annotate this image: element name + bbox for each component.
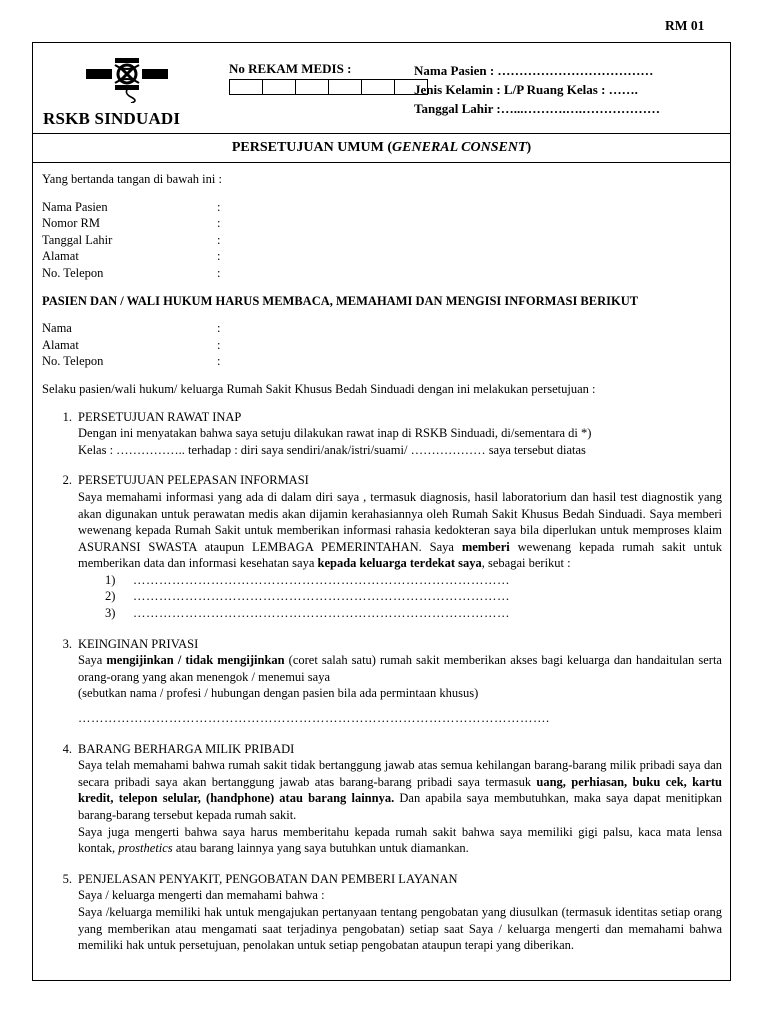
section-5: 5. PENJELASAN PENYAKIT, PENGOBATAN DAN PEMBERI LAYANAN Saya / keluarga mengerti dan memahami bahwa : Saya /keluarga memiliki hak untuk mengajukan pertanyaan tentang pengobatan yang diusulkan (termasuk identitas setiap orang yang memberikan atau mengamati saat terjadinya pengobatan) setiap saat Saya / keluarga mengerti dan memahami bahwa memiliki hak untuk persetujuan, penolakan untuk setiap pengobatan ataupun terapi yang diberikan. (62, 871, 722, 953)
field-wali-telepon[interactable]: No. Telepon : (42, 354, 221, 369)
patient-info-block (414, 61, 660, 118)
field-wali-alamat[interactable]: Alamat : (42, 337, 221, 352)
section-2: 2. PERSETUJUAN PELEPASAN INFORMASI Saya memahami informasi yang ada di dalam diri saya , termasuk diagnosis, hasil laboratorium dan hasil test diagnostik yang akan digunakan untuk perawatan medis akan dijamin kerahasiannya oleh Rumah Sakit Khusus Bedah Sinduadi. Saya memberi wewenang kepada Rumah Sakit untuk memberikan informasi rahasia kedokteran saya bila diperlukan untuk memproses klaim ASURANSI SWASTA ataupun LEMBAGA PEMERINTAHAN. Saya memberi wewenang kepada rumah sakit untuk memberikan data dan informasi kesehatan saya kepada keluarga terdekat saya, sebagai berikut : (62, 473, 722, 571)
patient-fields (42, 199, 722, 282)
field-wali-nama[interactable]: Nama : (42, 321, 221, 336)
release-list (42, 572, 722, 622)
section-4-title: BARANG BERHARGA MILIK PRIBADI (78, 741, 295, 756)
privacy-fill-line[interactable]: ………………………………………………………………………………………………. (78, 711, 550, 726)
release-list-item[interactable]: 2) …………………………………………………………………………… (105, 589, 510, 604)
field-tanggal-lahir[interactable]: Tanggal Lahir : (42, 232, 221, 247)
release-list-item[interactable]: 3) …………………………………………………………………………… (105, 606, 510, 621)
gender-room-line[interactable]: Jenis Kelamin : L/P Ruang Kelas : ……. (414, 82, 638, 97)
consent-intro: Selaku pasien/wali hukum/ keluarga Rumah Sakit Khusus Bedah Sinduadi dengan ini melakukan persetujuan : (42, 381, 596, 396)
hospital-logo-icon (85, 57, 169, 103)
birth-date-line[interactable]: Tanggal Lahir :…...……….….……………… (414, 101, 660, 116)
section-3: 3. KEINGINAN PRIVASI Saya mengijinkan / tidak mengijinkan (coret salah satu) rumah sakit memberikan akses bagi keluarga dan handaitulan serta orang-orang yang akan menengok / menemui saya (sebutkan nama / profesi / hubungan dengan pasien bila ada permintaan khusus) ………………………………………………………………………………………………. (62, 636, 722, 726)
field-nomor-rm[interactable]: Nomor RM : (42, 216, 221, 231)
release-list-item[interactable]: 1) …………………………………………………………………………… (105, 572, 510, 587)
section-5-title: PENJELASAN PENYAKIT, PENGOBATAN DAN PEMBERI LAYANAN (78, 871, 458, 886)
guardian-fields (42, 320, 722, 370)
hospital-name: RSKB SINDUADI (43, 109, 181, 128)
field-alamat[interactable]: Alamat : (42, 249, 221, 264)
section-4: 4. BARANG BERHARGA MILIK PRIBADI Saya telah memahami bahwa rumah sakit tidak bertanggung jawab atas semua kehilangan barang-barang milik pribadi saya dan secara pribadi saya akan bertanggung jawab atas barang-barang pribadi saya termasuk uang, perhiasan, buku cek, kartu kredit, telepon selular, (handphone) atau barang lainnya. Dan apabila saya membutuhkan, maka saya dapat menitipkan barang-barang tersebut kepada rumah sakit. Saya juga mengerti bahwa saya harus memberitahu kepada rumah sakit bahwa saya memiliki gigi palsu, kaca mata lensa kontak, prosthetics atau barang lainnya yang saya butuhkan untuk diamankan. (62, 741, 722, 856)
section-3-title: KEINGINAN PRIVASI (78, 636, 199, 651)
medical-record-label: No REKAM MEDIS : (229, 61, 352, 76)
form-body (42, 171, 722, 954)
field-no-telepon[interactable]: No. Telepon : (42, 265, 221, 280)
form-header (33, 43, 730, 134)
form-title: PERSETUJUAN UMUM (GENERAL CONSENT) (33, 134, 730, 163)
intro-text: Yang bertanda tangan di bawah ini : (42, 172, 222, 186)
patient-name-line[interactable]: Nama Pasien : ……………………………… (414, 63, 654, 78)
medical-record-number-boxes[interactable] (229, 79, 428, 95)
guardian-heading: PASIEN DAN / WALI HUKUM HARUS MEMBACA, MEMAHAMI DAN MENGISI INFORMASI BERIKUT (42, 293, 639, 308)
section-1: 1. PERSETUJUAN RAWAT INAP Dengan ini menyatakan bahwa saya setuju dilakukan rawat inap di RSKB Sinduadi, di/sementara di *) Kelas : …………….. terhadap : diri saya sendiri/anak/istri/suami/ ……………… saya tersebut diatas (42, 409, 722, 459)
field-nama-pasien[interactable]: Nama Pasien : (42, 199, 221, 214)
section-1-title: PERSETUJUAN RAWAT INAP (78, 409, 242, 424)
section-2-title: PERSETUJUAN PELEPASAN INFORMASI (78, 473, 309, 488)
form-frame (32, 42, 731, 981)
form-code: RM 01 (665, 18, 705, 33)
